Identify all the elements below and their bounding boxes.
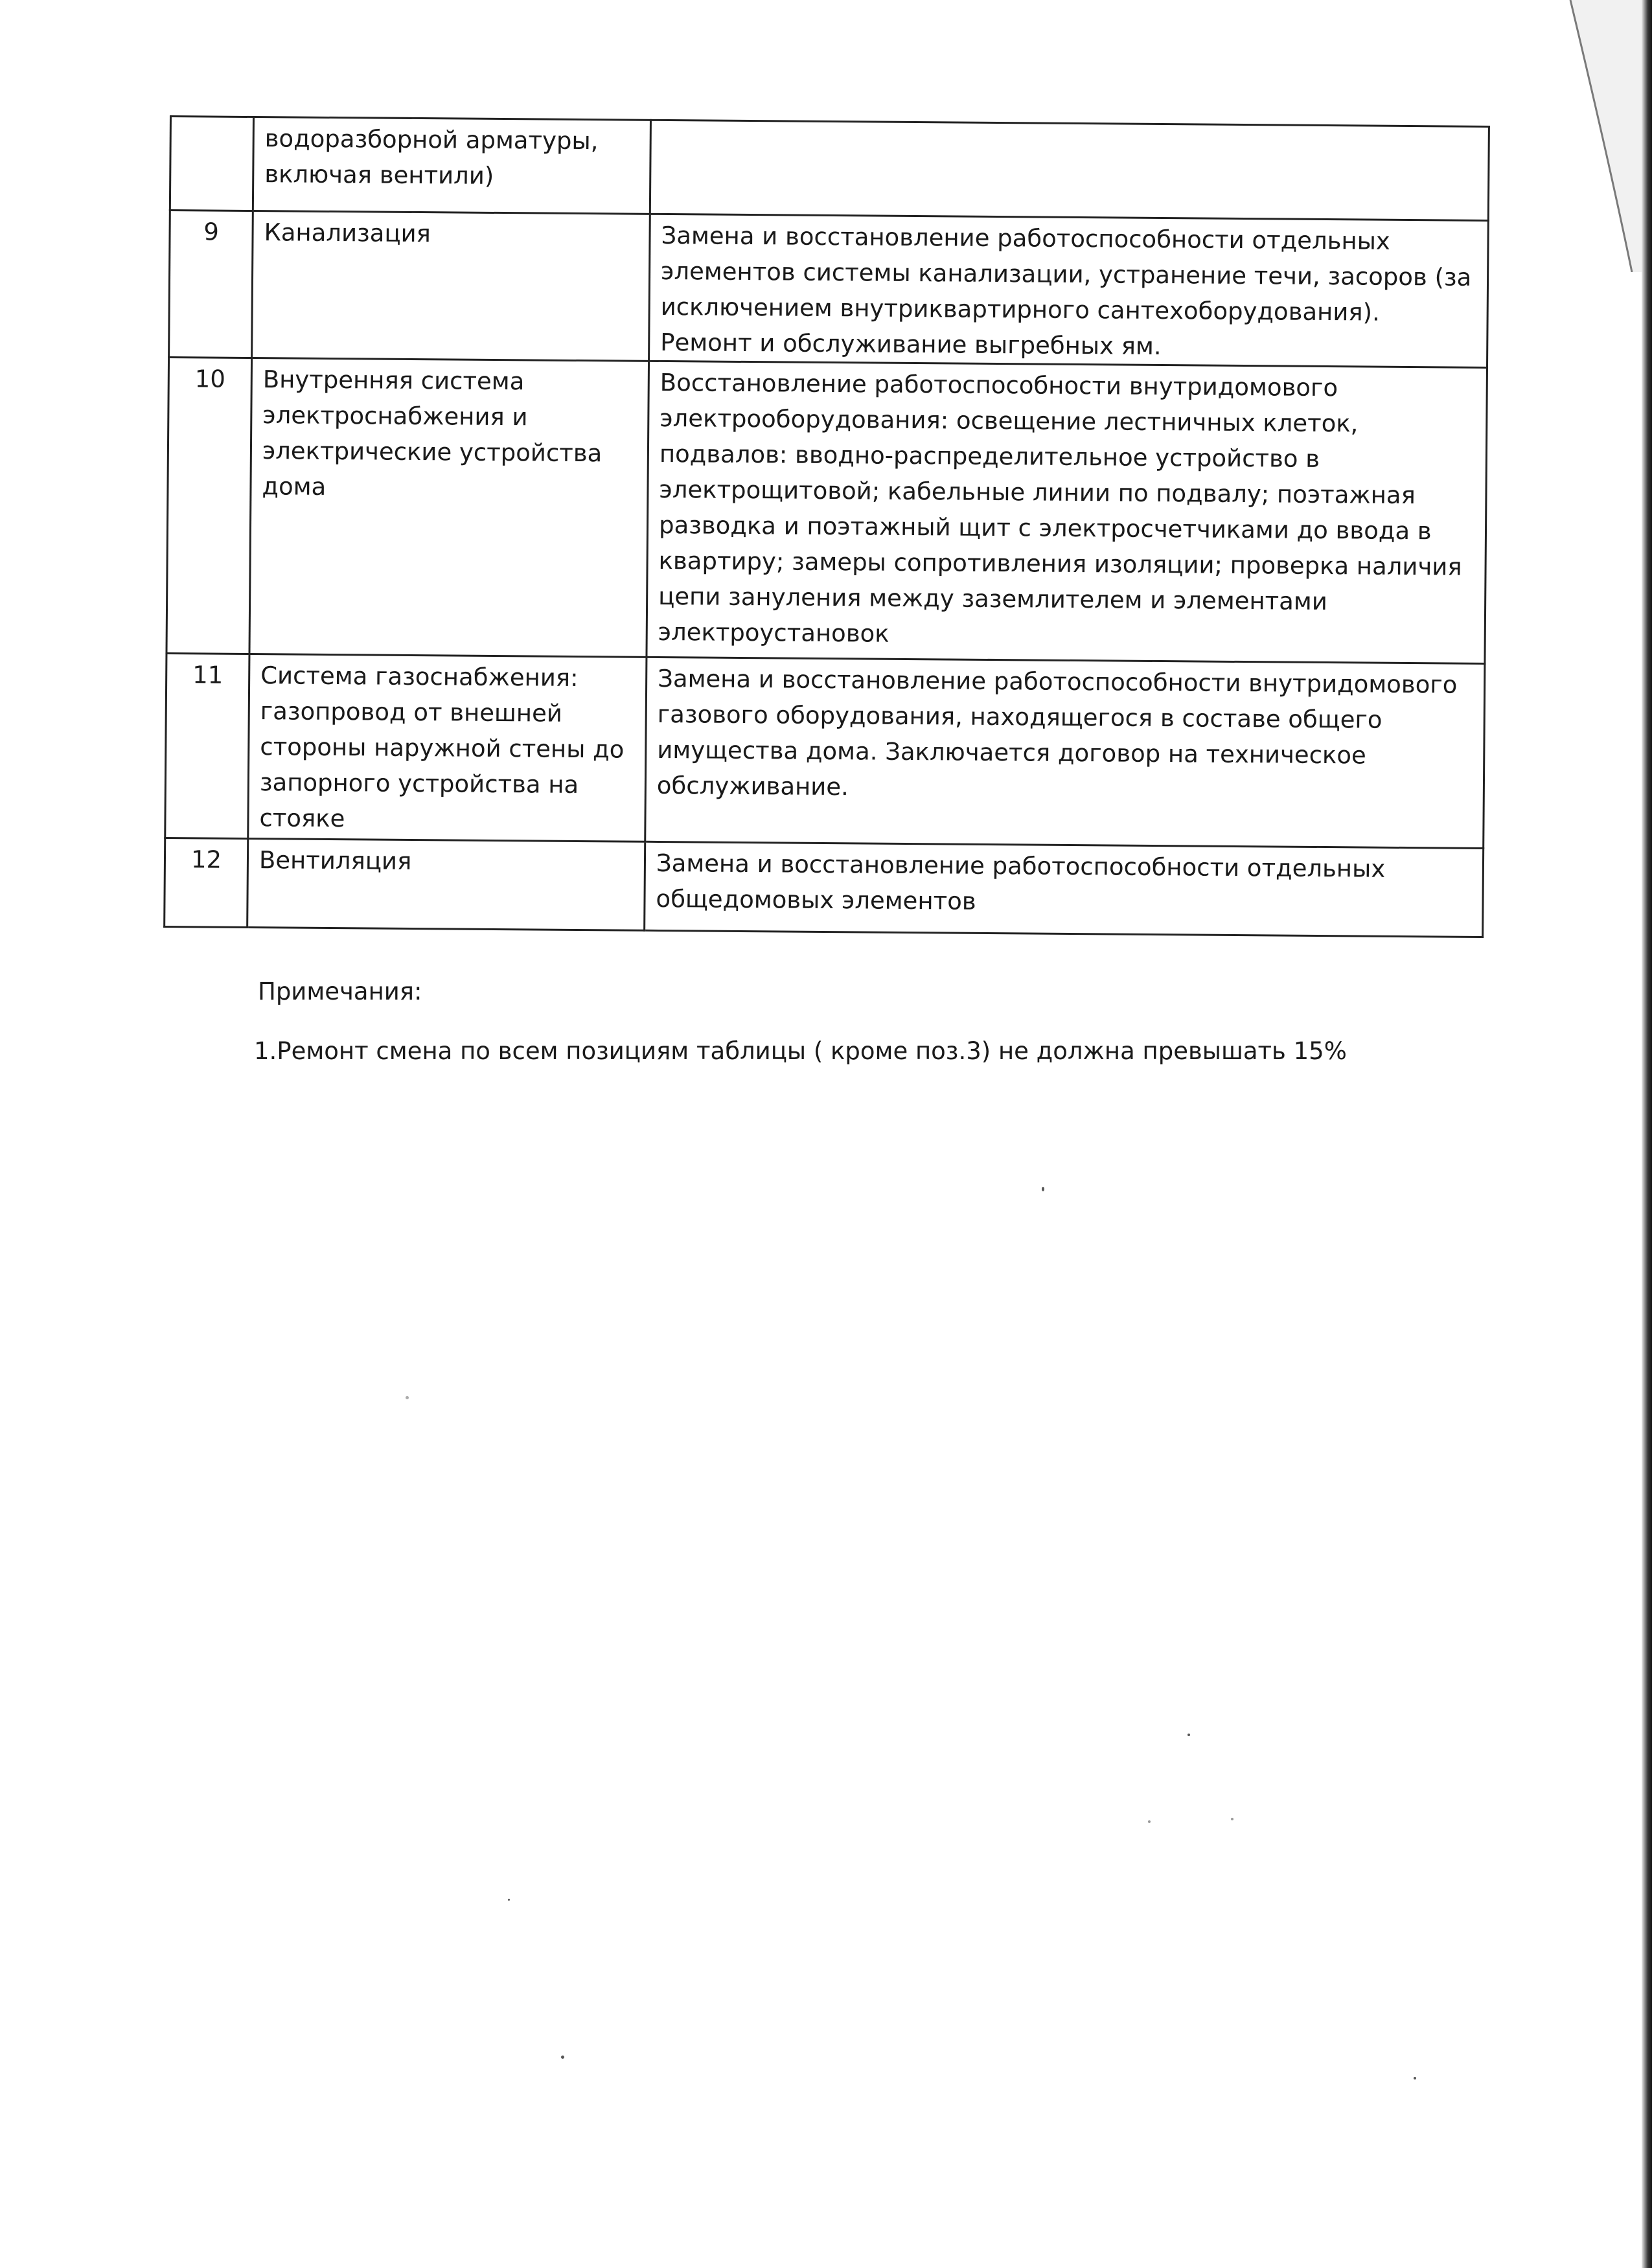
scan-speck	[406, 1396, 409, 1399]
row-name: Система газоснабжения: газопровод от внешней стороны наружной стены до запорного устройства на стояке	[248, 654, 647, 842]
scan-speck	[1148, 1820, 1151, 1823]
table-row	[169, 211, 1489, 368]
services-table-wrapper	[163, 115, 1488, 938]
row-number: 10	[166, 358, 252, 654]
scan-speck	[1187, 1734, 1190, 1736]
row-description: Восстановление работоспособности внутридомового электрооборудования: освещение лестничных клеток, подвалов: вводно-распределительное устройство в электрощитовой; кабельные линии по подвалу; поэтажная разводка и поэтажный щит с электросчетчиками до ввода в квартиру; замеры сопротивления изоляции; проверка наличия цепи зануления между заземлителем и элементами электроустановок	[647, 361, 1487, 663]
row-name: Вентиляция	[247, 838, 645, 930]
row-number: 11	[165, 653, 249, 838]
row-description	[650, 120, 1489, 220]
table-row	[170, 117, 1489, 221]
row-description: Замена и восстановление работоспособности отдельных элементов системы канализации, устранение течи, засоров (за исключением внутриквартирного сантехоборудования). Ремонт и обслуживание выгребных ям.	[649, 214, 1489, 367]
notes-title: Примечания:	[258, 978, 422, 1005]
scan-speck	[508, 1899, 510, 1901]
scan-edge-shadow	[1642, 0, 1652, 2268]
services-table	[163, 115, 1490, 938]
scan-edge-fold	[1564, 0, 1642, 272]
scan-speck	[1042, 1187, 1044, 1191]
row-number: 12	[165, 838, 248, 927]
row-description: Замена и восстановление работоспособности внутридомового газового оборудования, находящегося в составе общего имущества дома. Заключается договор на техническое обслуживание.	[645, 657, 1485, 848]
row-number: 9	[169, 211, 253, 358]
note-item: 1.Ремонт смена по всем позициям таблицы ( кроме поз.3) не должна превышать 15%	[254, 1037, 1347, 1065]
row-name: Канализация	[252, 211, 650, 361]
table-row	[165, 838, 1484, 937]
scan-speck	[1414, 2077, 1416, 2079]
row-name: водоразборной арматуры, включая вентили)	[253, 117, 650, 214]
row-name: Внутренняя система электроснабжения и электрические устройства дома	[249, 358, 649, 658]
scan-speck	[1231, 1818, 1233, 1820]
table-row	[166, 358, 1487, 664]
scan-speck	[561, 2056, 564, 2059]
row-number	[170, 117, 253, 211]
row-description: Замена и восстановление работоспособности отдельных общедомовых элементов	[645, 842, 1484, 937]
table-row	[165, 653, 1485, 848]
